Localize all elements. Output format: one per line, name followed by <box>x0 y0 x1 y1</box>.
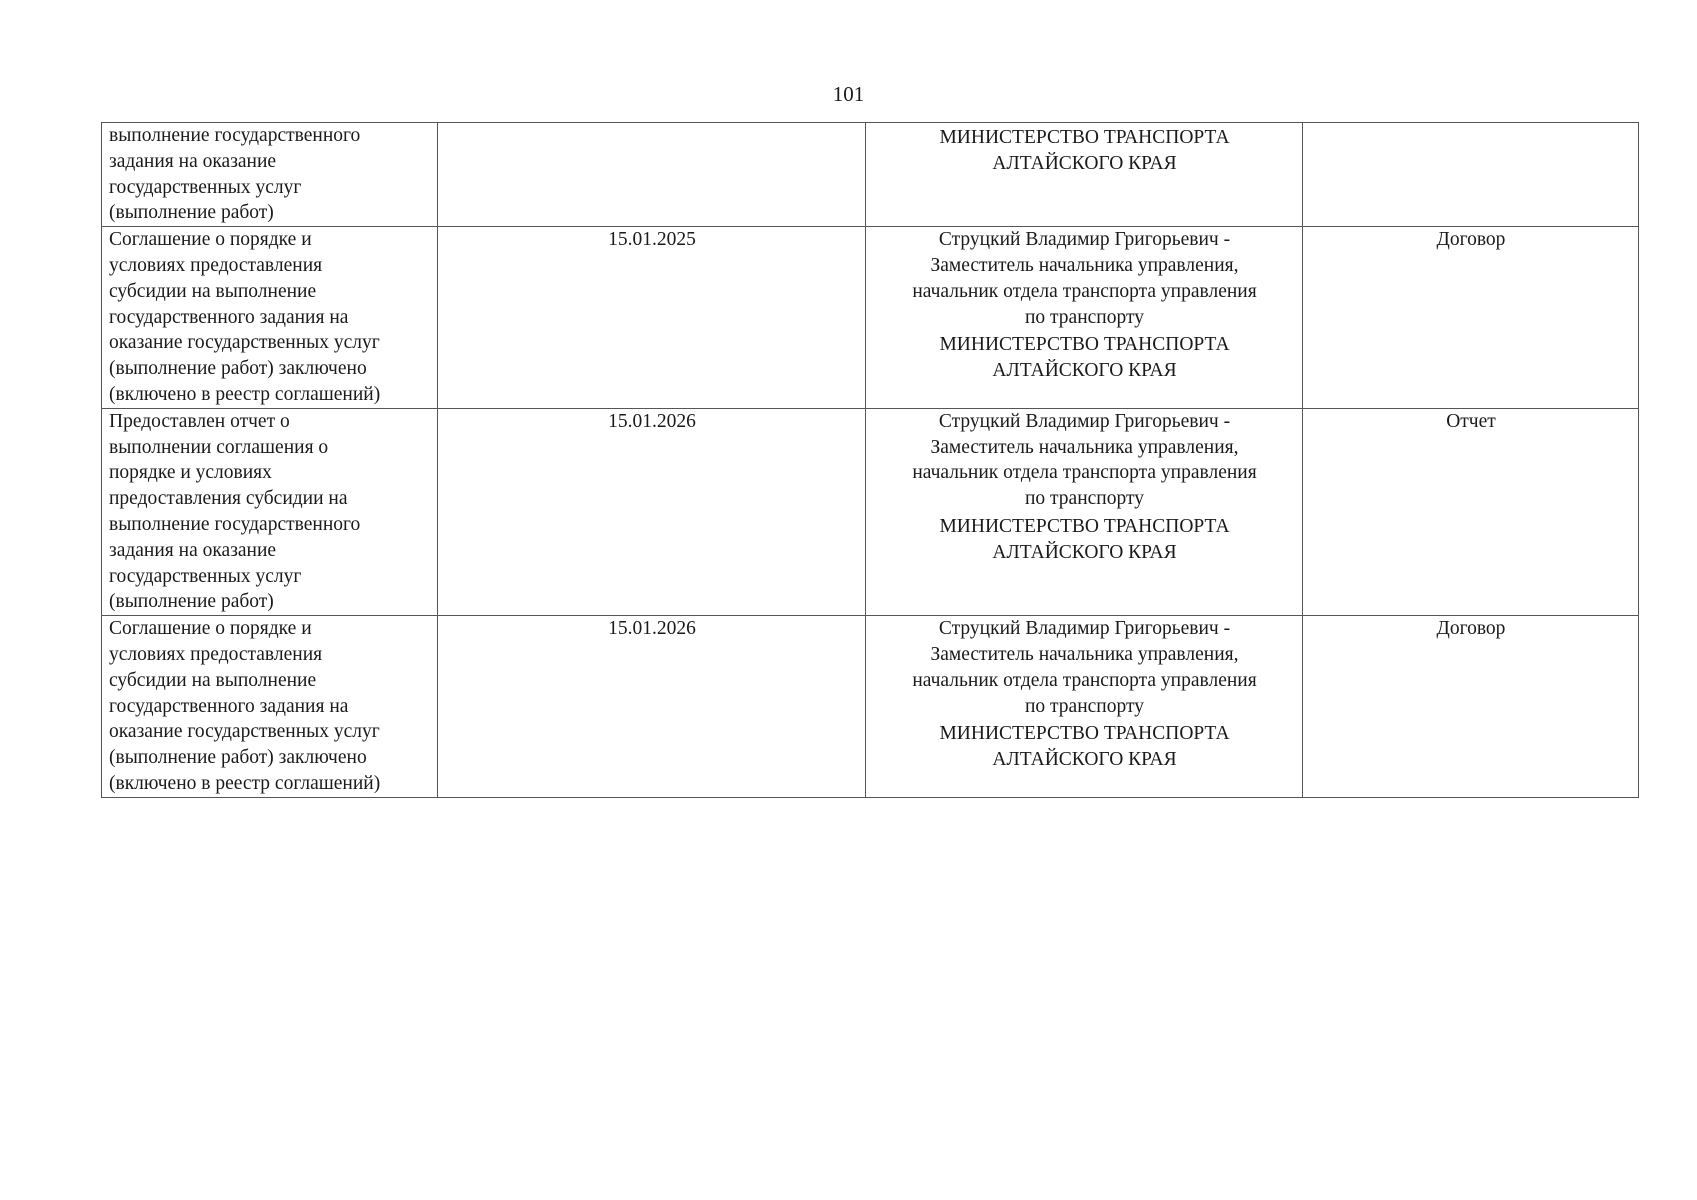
organization-line: МИНИСТЕРСТВО ТРАНСПОРТА <box>939 127 1230 148</box>
organization-line: АЛТАЙСКОГО КРАЯ <box>992 360 1177 382</box>
responsible-line: начальник отдела транспорта управления <box>912 669 1257 691</box>
description-line: порядке и условиях <box>109 462 272 484</box>
description-cell <box>102 408 438 615</box>
document-type-cell <box>1303 408 1639 615</box>
responsible-line: начальник отдела транспорта управления <box>912 280 1257 302</box>
document-type-cell <box>1303 123 1639 227</box>
organization-line: МИНИСТЕРСТВО ТРАНСПОРТА <box>939 515 1230 537</box>
responsible-line: Заместитель начальника управления, <box>930 436 1239 458</box>
description-line: (включено в реестр соглашений) <box>109 772 381 794</box>
organization-name <box>873 332 1296 384</box>
table-row <box>102 408 1639 615</box>
description-line: выполнение государственного <box>109 125 361 146</box>
description-line: задания на оказание <box>109 150 277 172</box>
table-row <box>102 616 1639 798</box>
description-line: (включено в реестр соглашений) <box>109 383 381 405</box>
table-row <box>102 123 1639 227</box>
organization-line: АЛТАЙСКОГО КРАЯ <box>992 152 1177 174</box>
description-line: задания на оказание <box>109 539 277 561</box>
date-cell <box>438 616 866 798</box>
document-type-cell <box>1303 616 1639 798</box>
date-cell <box>438 123 866 227</box>
description-line: (выполнение работ) <box>109 591 274 613</box>
date-cell <box>438 408 866 615</box>
organization-name <box>873 721 1296 773</box>
description-line: оказание государственных услуг <box>109 721 380 743</box>
organization-line: МИНИСТЕРСТВО ТРАНСПОРТА <box>939 723 1230 745</box>
responsible-line: Струцкий Владимир Григорьевич - <box>938 229 1231 251</box>
organization-line: АЛТАЙСКОГО КРАЯ <box>992 541 1177 563</box>
responsible-line: начальник отдела транспорта управления <box>912 462 1257 484</box>
description-cell <box>102 227 438 409</box>
description-line: предоставления субсидии на <box>109 488 348 510</box>
responsible-line: Струцкий Владимир Григорьевич - <box>938 618 1231 640</box>
description-line: государственного задания на <box>109 306 349 328</box>
description-line: субсидии на выполнение <box>109 280 317 302</box>
responsible-cell <box>866 123 1303 227</box>
date-cell <box>438 227 866 409</box>
description-line: условиях предоставления <box>109 643 323 665</box>
activities-table <box>101 122 1639 798</box>
responsible-line: Заместитель начальника управления, <box>930 643 1239 665</box>
description-line: (выполнение работ) <box>109 202 274 224</box>
description-line: оказание государственных услуг <box>109 332 380 354</box>
date-value: 15.01.2025 <box>608 229 696 251</box>
description-cell <box>102 616 438 798</box>
page-number: 101 <box>832 82 865 106</box>
responsible-line: по транспорту <box>1024 306 1144 328</box>
responsible-cell <box>866 227 1303 409</box>
date-value: 15.01.2026 <box>608 618 696 640</box>
description-line: государственных услуг <box>109 565 302 587</box>
description-line: Соглашение о порядке и <box>109 229 312 251</box>
responsible-cell <box>866 408 1303 615</box>
organization-line: МИНИСТЕРСТВО ТРАНСПОРТА <box>939 334 1230 356</box>
description-line: (выполнение работ) заключено <box>109 358 367 380</box>
document-type-value: Отчет <box>1446 410 1496 432</box>
description-line: выполнении соглашения о <box>109 436 329 458</box>
description-line: выполнение государственного <box>109 513 361 535</box>
description-line: Предоставлен отчет о <box>109 410 290 432</box>
document-type-cell <box>1303 227 1639 409</box>
description-line: (выполнение работ) заключено <box>109 747 367 769</box>
description-line: государственного задания на <box>109 695 349 717</box>
responsible-cell <box>866 616 1303 798</box>
description-line: условиях предоставления <box>109 254 323 276</box>
description-line: государственных услуг <box>109 176 302 198</box>
responsible-line: по транспорту <box>1024 488 1144 510</box>
organization-name <box>873 125 1296 177</box>
organization-line: АЛТАЙСКОГО КРАЯ <box>992 749 1177 771</box>
document-type-value: Договор <box>1436 229 1506 251</box>
date-value: 15.01.2026 <box>608 410 696 432</box>
description-line: Соглашение о порядке и <box>109 618 312 640</box>
description-line: субсидии на выполнение <box>109 669 317 691</box>
description-cell <box>102 123 438 227</box>
responsible-line: Струцкий Владимир Григорьевич - <box>938 410 1231 432</box>
organization-name <box>873 514 1296 566</box>
document-type-value: Договор <box>1436 618 1506 640</box>
table-body <box>102 123 1639 798</box>
responsible-line: по транспорту <box>1024 695 1144 717</box>
table-row <box>102 227 1639 409</box>
responsible-line: Заместитель начальника управления, <box>930 254 1239 276</box>
